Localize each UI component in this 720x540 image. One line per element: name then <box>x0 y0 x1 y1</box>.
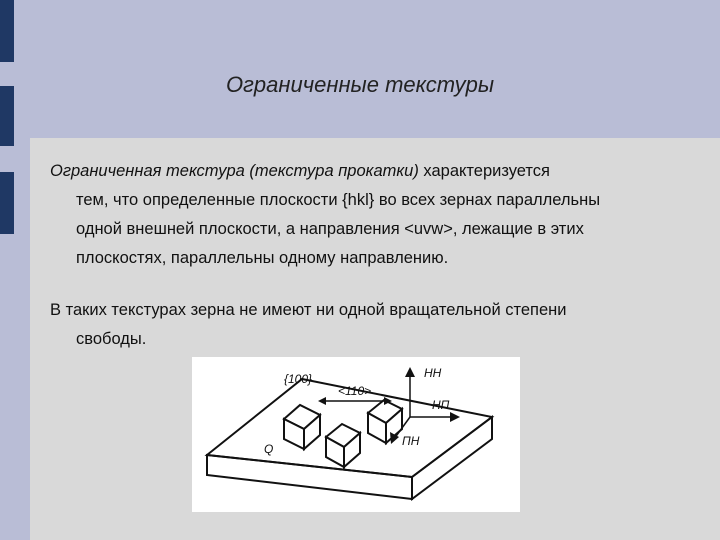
texture-diagram <box>192 357 520 512</box>
paragraph-freedom <box>50 296 690 354</box>
definition-line-2: тем, что определенные плоскости {hkl} во всех зернах параллельны <box>76 191 601 209</box>
label-np: НП <box>432 398 450 412</box>
axis-np-arrow <box>450 412 460 422</box>
texture-figure <box>192 357 520 512</box>
label-direction: <110> <box>338 384 372 398</box>
slab-front-face <box>207 455 412 499</box>
label-nn: НН <box>424 366 442 380</box>
freedom-line-1: В таких текстурах зерна не имеют ни одной вращательной степени <box>50 301 567 319</box>
label-q: Q <box>264 442 274 456</box>
definition-line-4: плоскостях, параллельны одному направлению. <box>76 249 449 267</box>
definition-line-3: одной внешней плоскости, а направления <uvw>, лежащие в этих <box>76 220 584 238</box>
axis-nn-arrow <box>405 367 415 377</box>
slab-side-face <box>412 417 492 499</box>
label-pn: ПН <box>402 434 420 448</box>
paragraph-definition <box>50 157 690 273</box>
definition-term: Ограниченная текстура (текстура прокатки) <box>50 162 419 180</box>
grain-cube-1 <box>284 405 320 449</box>
definition-line-1: характеризуется <box>418 162 550 180</box>
accent-bar-top <box>0 0 14 62</box>
label-plane: {100} <box>284 372 313 386</box>
freedom-line-2: свободы. <box>76 330 147 348</box>
direction-arrow-left <box>318 397 326 405</box>
slide-title: Ограниченные текстуры <box>225 72 495 97</box>
accent-bar-bottom <box>0 172 14 234</box>
grain-cube-2 <box>326 424 360 467</box>
